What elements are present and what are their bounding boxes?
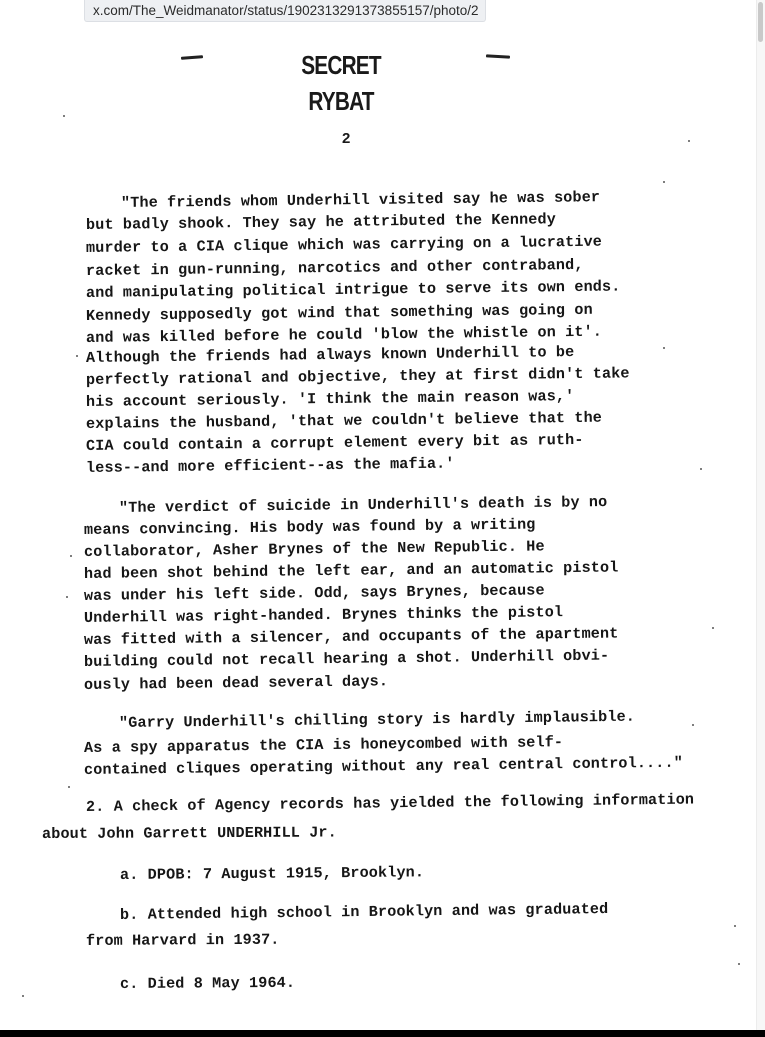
page-number: 2 — [342, 130, 351, 147]
scan-speck — [663, 347, 665, 349]
text-line: contained cliques operating without any real central control...." — [83, 753, 683, 779]
text-line: "Garry Underhill's chilling story is hardly implausible. — [118, 707, 636, 732]
scan-speck — [22, 995, 24, 997]
text-line: less--and more efficient--as the mafia.' — [85, 454, 455, 477]
text-line: means convincing. His body was found by a writing — [83, 515, 536, 539]
text-line: c. Died 8 May 1964. — [119, 973, 296, 993]
text-line: murder to a CIA clique which was carrying on a lucrative — [85, 232, 603, 257]
scan-speck — [712, 627, 714, 629]
scrollbar-thumb[interactable] — [758, 2, 763, 42]
scan-speck — [663, 181, 665, 183]
text-line: 2. A check of Agency records has yielded the following information — [85, 790, 695, 816]
header-mark-right — [486, 54, 510, 58]
text-line: "The friends whom Underhill visited say he was sober — [120, 188, 601, 212]
text-line: and was killed before he could 'blow the whistle on it'. — [85, 322, 603, 347]
text-line: ously had been dead several days. — [83, 672, 389, 694]
text-line: had been shot behind the left ear, and an automatic pistol — [83, 558, 619, 583]
text-line: was under his left side. Odd, says Brynes, because — [83, 581, 545, 605]
text-line: was fitted with a silencer, and occupants of the apartment — [83, 624, 619, 649]
text-line: CIA could contain a corrupt element every bit as ruth- — [85, 430, 584, 455]
text-line: building could not recall hearing a shot. Underhill obvi- — [83, 646, 610, 671]
text-line: racket in gun-running, narcotics and other contraband, — [85, 255, 584, 280]
text-line: Kennedy supposedly got wind that something was going on — [85, 300, 593, 325]
text-line: but badly shook. They say he attributed the Kennedy — [85, 210, 556, 234]
scan-speck — [700, 468, 702, 470]
scan-speck — [76, 355, 78, 357]
text-line: collaborator, Asher Brynes of the New Republic. He — [83, 537, 545, 561]
scan-speck — [688, 140, 690, 142]
text-line: b. Attended high school in Brooklyn and was graduated — [119, 900, 609, 924]
text-line: about John Garrett UNDERHILL Jr. — [41, 823, 337, 843]
text-line: a. DPOB: 7 August 1915, Brooklyn. — [119, 863, 425, 884]
scan-speck — [68, 786, 70, 788]
scan-speck — [738, 963, 740, 965]
classification-rybat: RYBAT — [308, 86, 374, 116]
url-tooltip: x.com/The_Weidmanator/status/1902313291373855157/photo/2 — [84, 0, 486, 22]
text-line: and manipulating political intrigue to serve its own ends. — [85, 277, 621, 302]
scan-speck — [692, 724, 694, 726]
classification-secret: SECRET — [301, 50, 381, 80]
text-line: Underhill was right-handed. Brynes thinks the pistol — [83, 603, 564, 627]
text-line: explains the husband, 'that we couldn't believe that the — [85, 408, 603, 433]
text-line: his account seriously. 'I think the main reason was,' — [85, 387, 575, 411]
scan-speck — [66, 596, 68, 598]
header-mark-left — [181, 55, 203, 60]
text-line: "The verdict of suicide in Underhill's death is by no — [118, 493, 608, 517]
text-line: perfectly rational and objective, they at first didn't take — [85, 364, 630, 389]
scan-speck — [70, 555, 72, 557]
scan-speck — [734, 925, 736, 927]
vertical-scrollbar[interactable] — [756, 0, 765, 1030]
text-line: from Harvard in 1937. — [85, 930, 280, 950]
viewer-bottom-edge — [0, 1030, 765, 1037]
text-line: Although the friends had always known Underhill to be — [85, 343, 575, 367]
text-line: As a spy apparatus the CIA is honeycombed with self- — [83, 733, 564, 757]
scan-speck — [63, 115, 65, 117]
